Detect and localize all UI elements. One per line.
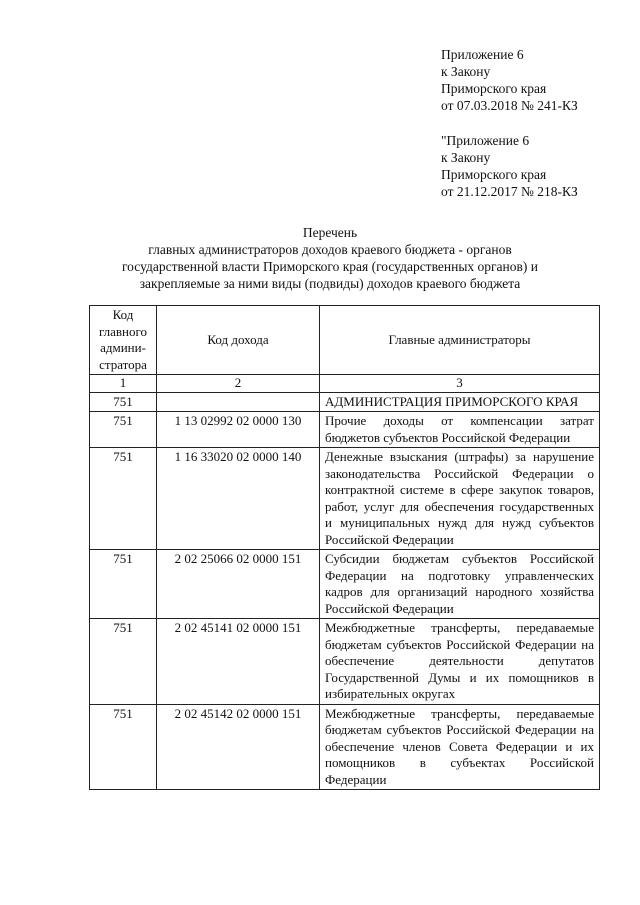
admin-code-cell: 751 xyxy=(90,392,157,412)
admin-code-cell: 751 xyxy=(90,704,157,790)
header-administrators: Главные администраторы xyxy=(320,306,600,375)
annex-line: "Приложение 6 xyxy=(441,133,530,148)
title-line: государственной власти Приморского края (государственных органов) и xyxy=(121,259,538,274)
annex-header-original xyxy=(441,132,631,200)
annex-line: от 07.03.2018 № 241-КЗ xyxy=(441,98,578,113)
table-header-row xyxy=(90,306,600,375)
admin-code-cell: 751 xyxy=(90,412,157,448)
annex-line: Приложение 6 xyxy=(441,47,524,62)
table-row xyxy=(90,412,600,448)
title-line: Перечень xyxy=(302,225,358,240)
description-cell: Субсидии бюджетам субъектов Российской Федерации на подготовку управленческих кадров для организаций народного хозяйства Российской Федерации xyxy=(320,550,600,619)
column-number: 3 xyxy=(320,375,600,393)
column-number-row xyxy=(90,375,600,393)
income-code-cell: 2 02 45142 02 0000 151 xyxy=(157,704,320,790)
header-income-code: Код дохода xyxy=(157,306,320,375)
annex-line: от 21.12.2017 № 218-КЗ xyxy=(441,184,578,199)
description-cell: Денежные взыскания (штрафы) за нарушение законодательства Российской Федерации о контрактной системе в сфере закупок товаров, работ, услуг для обеспечения государственных и муниципальных нужд для нужд субъектов Российской Федерации xyxy=(320,448,600,550)
annex-line: Приморского края xyxy=(441,167,547,182)
description-cell: АДМИНИСТРАЦИЯ ПРИМОРСКОГО КРАЯ xyxy=(320,392,600,412)
description-cell: Межбюджетные трансферты, передаваемые бюджетам субъектов Российской Федерации на обеспечение деятельности депутатов Государственной Думы и их помощников в избирательных округах xyxy=(320,619,600,705)
document-title xyxy=(60,224,600,292)
column-number: 1 xyxy=(90,375,157,393)
table-row xyxy=(90,550,600,619)
income-code-cell: 2 02 25066 02 0000 151 xyxy=(157,550,320,619)
annex-header-current xyxy=(441,46,631,114)
income-code-cell xyxy=(157,392,320,412)
title-line: главных администраторов доходов краевого бюджета - органов xyxy=(148,242,512,257)
income-code-cell: 1 16 33020 02 0000 140 xyxy=(157,448,320,550)
income-code-cell: 2 02 45141 02 0000 151 xyxy=(157,619,320,705)
annex-line: к Закону xyxy=(441,150,491,165)
income-code-cell: 1 13 02992 02 0000 130 xyxy=(157,412,320,448)
table-row xyxy=(90,392,600,412)
table-row xyxy=(90,704,600,790)
description-cell: Прочие доходы от компенсации затрат бюджетов субъектов Российской Федерации xyxy=(320,412,600,448)
annex-line: к Закону xyxy=(441,64,491,79)
admin-code-cell: 751 xyxy=(90,619,157,705)
annex-line: Приморского края xyxy=(441,81,547,96)
admin-code-cell: 751 xyxy=(90,550,157,619)
column-number: 2 xyxy=(157,375,320,393)
table-row xyxy=(90,448,600,550)
administrators-table xyxy=(89,305,600,790)
title-line: закрепляемые за ними виды (подвиды) доходов краевого бюджета xyxy=(139,276,521,291)
header-admin-code: Код главного админи-стратора xyxy=(90,306,157,375)
table-row xyxy=(90,619,600,705)
description-cell: Межбюджетные трансферты, передаваемые бюджетам субъектов Российской Федерации на обеспечение членов Совета Федерации и их помощников в субъектах Российской Федерации xyxy=(320,704,600,790)
admin-code-cell: 751 xyxy=(90,448,157,550)
